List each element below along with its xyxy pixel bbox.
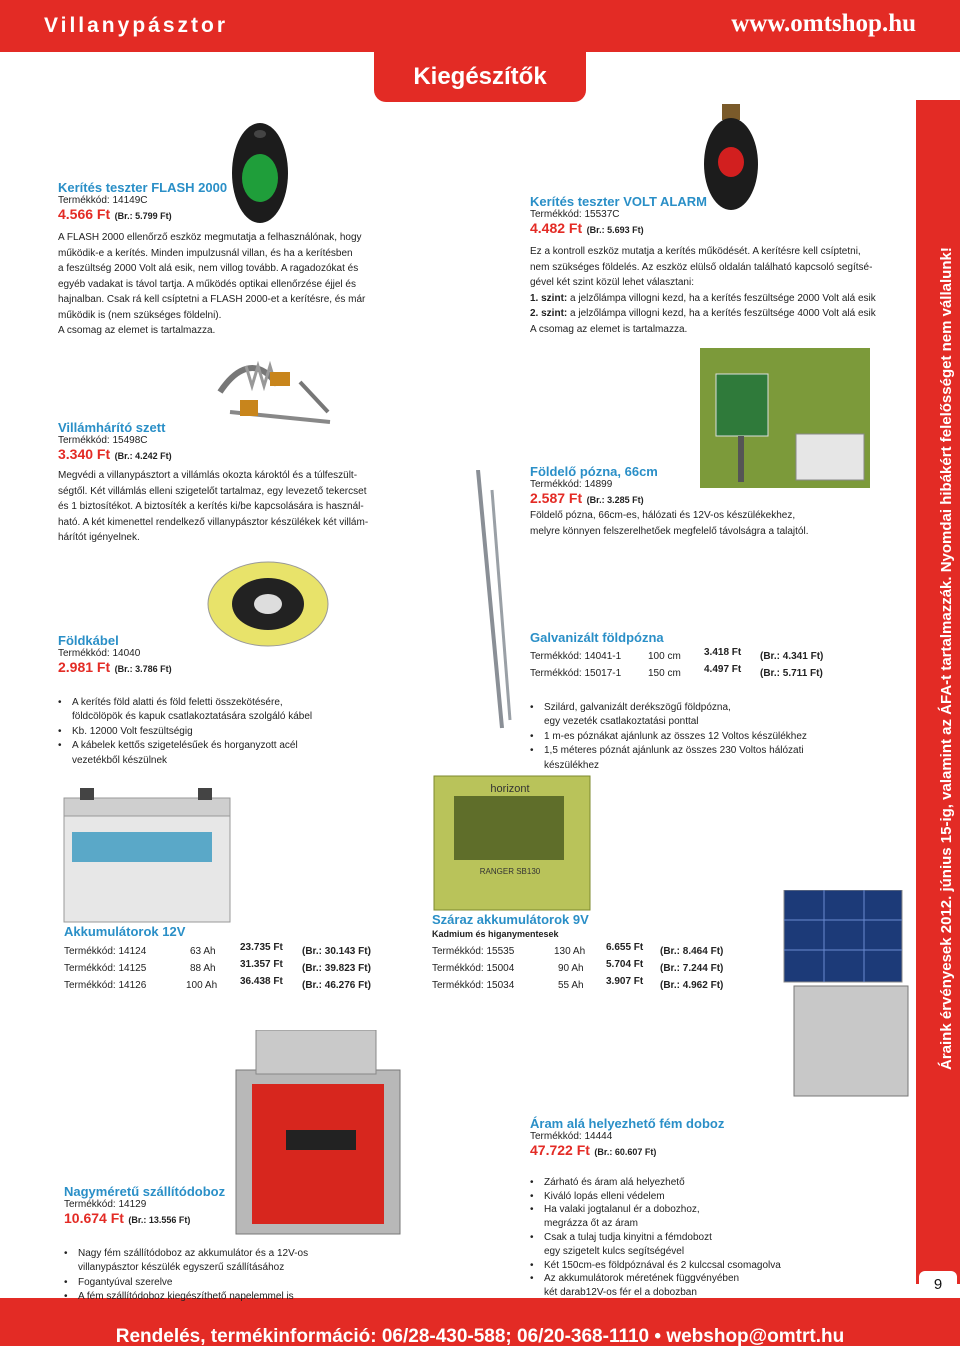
row-capacity: 55 Ah <box>558 980 584 991</box>
product-description: A FLASH 2000 ellenőrző eszköz megmutatja a felhasználónak, hogy működik-e a kerítés. Minden impulzusnál villan, és ha a kerítésben a feszültség 2000 Volt alá esik, nem villog tovább. A ragadozókat és egyéb vadakat is távol tartja. A működés optikai ellenőrzése éjjel és hajnalban. Csak rá kell csíptetni a FLASH 2000-et a kerítésre, és már működik is (nem szükséges földelni). A csomag az elemet is tartalmazza. <box>58 232 366 336</box>
page-number: 9 <box>919 1271 957 1299</box>
product-bullets: • Szilárd, galvanizált derékszögű földpózna, egy vezeték csatlakoztatási ponttal • 1 m-es póznákat ajánlunk az összes 12 Voltos készülékhez • 1,5 méteres póznát ajánlunk az összes 230 Voltos hálózati készülékhez <box>530 686 860 788</box>
product-title: Földelő pózna, 66cm <box>530 464 658 479</box>
product-title: Galvanizált földpózna <box>530 630 664 645</box>
product-price: 10.674 Ft <box>64 1210 124 1226</box>
section-title: Kiegészítők <box>374 52 586 102</box>
dry-battery-brand: horizont <box>490 783 530 795</box>
product-code: Termékkód: 15537C <box>530 209 620 220</box>
row-gross-price: (Br.: 30.143 Ft) <box>302 946 371 957</box>
row-price: 36.438 Ft <box>240 976 283 987</box>
product-price: 47.722 Ft <box>530 1142 590 1158</box>
product-gross-price: (Br.: 5.693 Ft) <box>586 225 644 235</box>
row-price: 6.655 Ft <box>606 942 644 953</box>
footer-contact: Rendelés, termékinformáció: 06/28-430-588; 06/20-368-1110 • webshop@omtrt.hu <box>115 1326 845 1347</box>
product-title: Kerítés teszter VOLT ALARM <box>530 194 707 209</box>
row-length: 150 cm <box>648 668 681 679</box>
product-price: 4.482 Ft <box>530 220 583 236</box>
product-price: 4.566 Ft <box>58 206 111 222</box>
product-code: Termékkód: 14444 <box>530 1131 613 1142</box>
product-bullets: • A kerítés föld alatti és föld feletti összekötésére, földcölöpök és kapuk csatlakoztatására szolgáló kábel • Kb. 12000 Volt feszültségig • A kábelek kettős szigetelésűek és horganyzott acél vezetékből készülnek <box>58 681 398 783</box>
product-code: Termékkód: 14040 <box>58 648 141 659</box>
row-capacity: 90 Ah <box>558 963 584 974</box>
row-capacity: 63 Ah <box>190 946 216 957</box>
row-gross-price: (Br.: 46.276 Ft) <box>302 980 371 991</box>
row-gross-price: (Br.: 39.823 Ft) <box>302 963 371 974</box>
row-capacity: 88 Ah <box>190 963 216 974</box>
row-capacity: 130 Ah <box>554 946 586 957</box>
metal-box-image <box>776 890 916 1098</box>
row-code: Termékkód: 14041-1 <box>530 651 622 662</box>
sidebar-disclaimer: Áraink érvényesek 2012. június 15-ig, valamint az ÁFA-t tartalmazzák. Nyomdai hibákért felelősséget nem vállalunk! <box>938 247 955 1070</box>
ground-rod-image <box>466 470 516 730</box>
product-gross-price: (Br.: 4.242 Ft) <box>114 451 172 461</box>
product-price: 3.340 Ft <box>58 446 111 462</box>
product-title: Villámhárító szett <box>58 420 166 435</box>
product-code: Termékkód: 14149C <box>58 195 148 206</box>
product-title: Kerítés teszter FLASH 2000 <box>58 180 228 195</box>
product-title: Földkábel <box>58 633 119 648</box>
product-description: Megvédi a villanypásztort a villámlás okozta károktól és a túlfeszült- ségtől. Két villámlás elleni szigetelőt tartalmaz, egy levezető tekercset és 1 biztosítékot. A biztosíték a kerítés ki/be kapcsolására is használ- ható. A két kimenettel rendelkező villanypásztor készülékek két villám- hárítót igényelnek. <box>58 470 369 543</box>
row-price: 31.357 Ft <box>240 959 283 970</box>
row-code: Termékkód: 14125 <box>64 963 147 974</box>
product-price: 2.587 Ft <box>530 490 583 506</box>
product-code: Termékkód: 14129 <box>64 1199 147 1210</box>
page-title: Villanypásztor <box>44 14 228 37</box>
shop-url-link[interactable]: www.omtshop.hu <box>731 10 916 37</box>
product-bullets: • Zárható és áram alá helyezhető • Kiváló lopás elleni védelem • Ha valaki jogtalanul ér a dobozhoz, megrázza őt az áram • Csak a tulaj tudja kinyitni a fémdobozt egy szigetelt kulcs segítségével • Két 150cm-es földpóznával és 2 kulccsal csomagolva • Az akkumulátorok méretének függvényében két darab12V-os fér el a dobozban <box>530 1162 830 1314</box>
row-code: Termékkód: 15004 <box>432 963 515 974</box>
row-price: 5.704 Ft <box>606 959 644 970</box>
row-capacity: 100 Ah <box>186 980 218 991</box>
row-price: 3.418 Ft <box>704 647 742 658</box>
product-code: Termékkód: 14899 <box>530 479 613 490</box>
row-length: 100 cm <box>648 651 681 662</box>
product-bullets: • Nagy fém szállítódoboz az akkumulátor és a 12V-os villanypásztor készülék egyszerű szállításához • Fogantyúval szerelve • A fém szállítódoboz kiegészíthető napelemmel is <box>64 1232 364 1319</box>
row-gross-price: (Br.: 4.341 Ft) <box>760 651 824 662</box>
product-title: Száraz akkumulátorok 9V <box>432 912 589 927</box>
dry-battery-model: RANGER SB130 <box>479 867 541 876</box>
battery-12v-title: Akkumulátorok 12V <box>64 924 186 939</box>
row-code: Termékkód: 14124 <box>64 946 147 957</box>
product-title: Áram alá helyezhető fém doboz <box>530 1116 725 1131</box>
row-gross-price: (Br.: 7.244 Ft) <box>660 963 724 974</box>
row-code: Termékkód: 14126 <box>64 980 147 991</box>
product-code: Termékkód: 15498C <box>58 435 148 446</box>
row-gross-price: (Br.: 5.711 Ft) <box>760 668 823 679</box>
battery-12v-image <box>60 788 235 926</box>
dry-battery-image <box>432 774 592 912</box>
row-gross-price: (Br.: 8.464 Ft) <box>660 946 724 957</box>
product-gross-price: (Br.: 3.786 Ft) <box>114 664 172 674</box>
row-price: 4.497 Ft <box>704 664 742 675</box>
product-gross-price: (Br.: 60.607 Ft) <box>594 1147 657 1157</box>
row-gross-price: (Br.: 4.962 Ft) <box>660 980 724 991</box>
product-description: Földelő pózna, 66cm-es, hálózati és 12V-os készülékekhez, melyre könnyen felszerelhetőek megfelelő távolságra a talajtól. <box>530 510 809 537</box>
row-code: Termékkód: 15535 <box>432 946 515 957</box>
row-price: 3.907 Ft <box>606 976 644 987</box>
product-title: Nagyméretű szállítódoboz <box>64 1184 226 1199</box>
product-gross-price: (Br.: 3.285 Ft) <box>586 495 644 505</box>
product-gross-price: (Br.: 5.799 Ft) <box>114 211 172 221</box>
product-description: Ez a kontroll eszköz mutatja a kerítés működését. A kerítésre kell csíptetni, nem szükséges földelés. Az eszköz elülső oldalán található kapcsoló segítsé- gével két szint közül lehet választani: 1. szint: a jelzőlámpa villogni kezd, ha a kerítés feszültsége 2000 Volt alá esik 2. szint: a jelzőlámpa villogni kezd, ha a kerítés feszültsége 4000 Volt alá esik A csomag az elemet is tartalmazza. <box>530 246 876 335</box>
row-price: 23.735 Ft <box>240 942 283 953</box>
product-price: 2.981 Ft <box>58 659 111 675</box>
row-code: Termékkód: 15034 <box>432 980 515 991</box>
product-gross-price: (Br.: 13.556 Ft) <box>128 1215 191 1225</box>
product-subtitle: Kadmium és higanymentesek <box>432 929 559 939</box>
row-code: Termékkód: 15017-1 <box>530 668 622 679</box>
